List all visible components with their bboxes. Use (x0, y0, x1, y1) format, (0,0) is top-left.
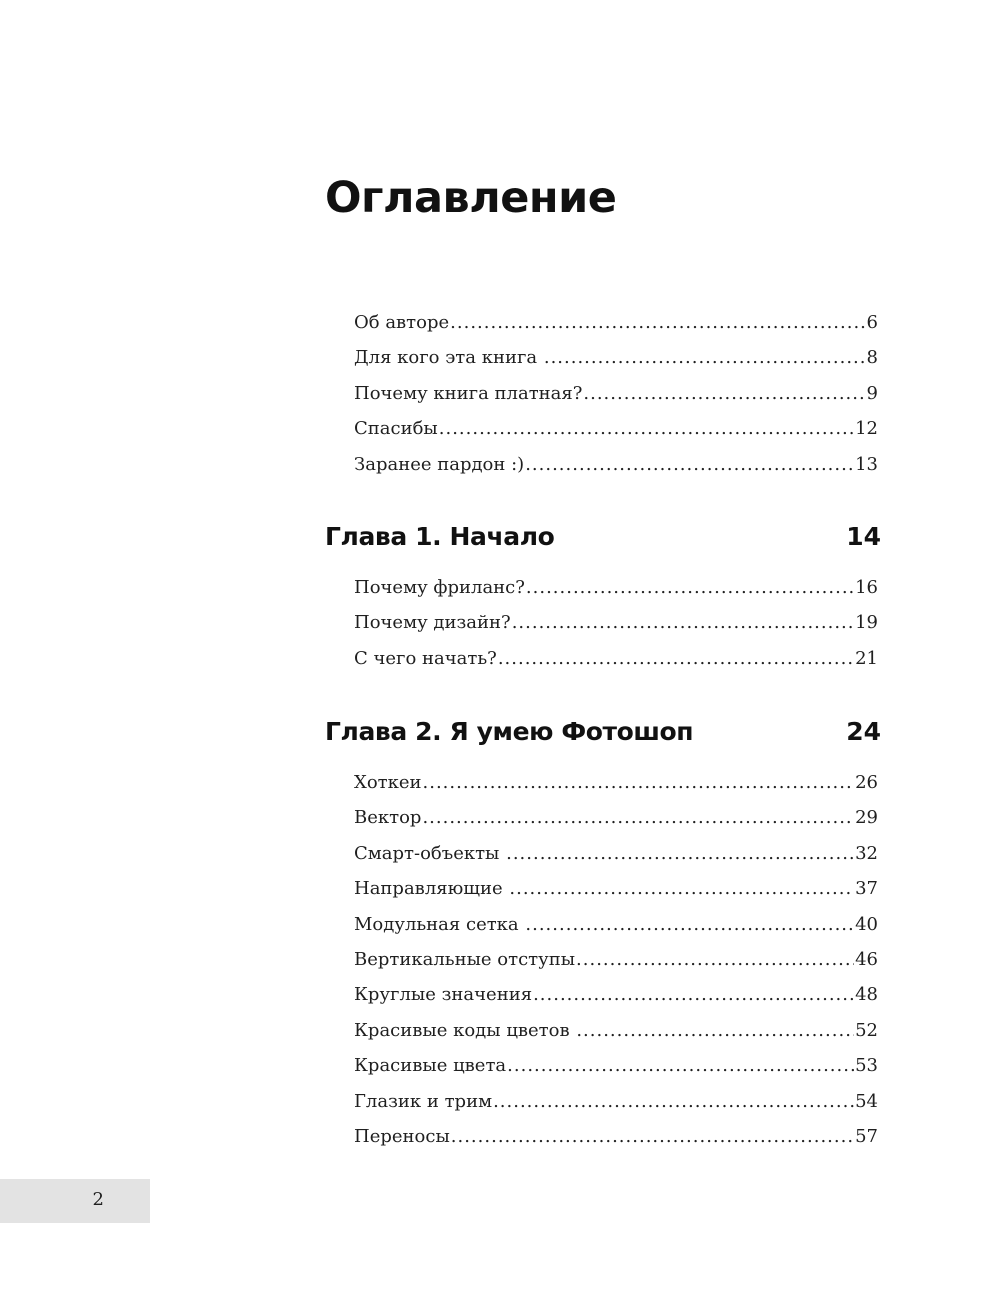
toc-leader-dots (576, 1020, 854, 1042)
toc-entry[interactable] (354, 312, 878, 347)
toc-leader-dots (512, 612, 854, 634)
toc-entry-page: 8 (866, 347, 878, 369)
toc-entry-label: Почему фриланс? (354, 577, 525, 598)
toc-entry-page: 12 (855, 418, 878, 440)
toc-entry[interactable] (354, 807, 878, 842)
toc-leader-dots (423, 772, 855, 794)
toc-leader-dots (507, 1055, 854, 1077)
toc-entry-label: Смарт-объекты (354, 842, 506, 864)
toc-entry-label: Почему книга платная? (354, 382, 583, 404)
chapter-heading-2[interactable] (325, 716, 881, 748)
toc-entry[interactable] (354, 454, 878, 489)
toc-chapter-2-list (354, 772, 878, 1161)
toc-entry[interactable] (354, 984, 878, 1019)
toc-entry-page: 6 (866, 312, 878, 333)
chapter-heading-1[interactable] (325, 521, 881, 553)
toc-leader-dots (525, 454, 854, 476)
toc-entry[interactable] (354, 949, 878, 984)
toc-entry-label: Круглые значения (354, 984, 533, 1006)
toc-entry-page: 57 (855, 1125, 878, 1147)
toc-entry-page: 53 (855, 1055, 878, 1077)
toc-entry[interactable] (354, 843, 878, 878)
toc-leader-dots (526, 577, 854, 599)
toc-entry-label: Вектор (354, 807, 422, 829)
chapter-title: Глава 1. Начало (325, 522, 555, 551)
toc-leader-dots (533, 984, 854, 1006)
toc-entry-label: Направляющие (354, 878, 509, 900)
toc-entry-label: Модульная сетка (354, 913, 525, 935)
toc-entry[interactable] (354, 347, 878, 382)
toc-entry-page: 29 (855, 807, 878, 829)
toc-entry-page: 52 (855, 1019, 878, 1041)
toc-entry-page: 40 (855, 913, 878, 935)
toc-entry[interactable] (354, 612, 878, 647)
toc-entry-label: Об авторе (354, 312, 450, 333)
toc-leader-dots (493, 1091, 854, 1113)
toc-entry[interactable] (354, 577, 878, 612)
chapter-page: 14 (846, 522, 881, 551)
toc-leader-dots (450, 312, 865, 334)
toc-entry-label: С чего начать? (354, 647, 497, 669)
chapter-title: Глава 2. Я умею Фотошоп (325, 717, 694, 746)
toc-entry-page: 46 (855, 948, 878, 970)
toc-entry[interactable] (354, 383, 878, 418)
toc-intro-list (354, 312, 878, 489)
toc-entry-page: 48 (855, 984, 878, 1006)
toc-leader-dots (509, 878, 854, 900)
toc-entry-label: Хоткеи (354, 772, 422, 793)
toc-entry-page: 9 (866, 382, 878, 404)
toc-entry-page: 16 (855, 577, 878, 598)
toc-entry-page: 26 (855, 772, 878, 793)
toc-leader-dots (525, 914, 854, 936)
toc-entry[interactable] (354, 878, 878, 913)
toc-entry-label: Красивые цвета (354, 1055, 507, 1077)
toc-entry-page: 13 (855, 453, 878, 475)
toc-entry-label: Спасибы (354, 418, 438, 440)
toc-entry[interactable] (354, 418, 878, 453)
page-number: 2 (92, 1189, 104, 1210)
toc-entry[interactable] (354, 1055, 878, 1090)
toc-entry-label: Почему дизайн? (354, 612, 511, 634)
toc-entry-label: Заранее пардон :) (354, 453, 525, 475)
toc-entry[interactable] (354, 1020, 878, 1055)
toc-entry-label: Глазик и трим (354, 1090, 493, 1112)
toc-chapter-1-list (354, 577, 878, 683)
toc-leader-dots (422, 807, 854, 829)
toc-leader-dots (583, 383, 865, 405)
toc-leader-dots (506, 843, 854, 865)
page-number-tab (0, 1179, 150, 1223)
toc-leader-dots (451, 1126, 854, 1148)
page-title: Оглавление (325, 173, 617, 223)
toc-leader-dots (498, 648, 854, 670)
toc-entry-page: 37 (855, 878, 878, 900)
toc-entry-page: 54 (855, 1090, 878, 1112)
toc-entry[interactable] (354, 1126, 878, 1161)
toc-entry-label: Для кого эта книга (354, 347, 543, 369)
toc-entry-page: 19 (855, 612, 878, 634)
toc-entry-label: Переносы (354, 1125, 450, 1147)
toc-entry[interactable] (354, 648, 878, 683)
toc-leader-dots (544, 347, 866, 369)
toc-entry-page: 32 (855, 842, 878, 864)
toc-entry-label: Красивые коды цветов (354, 1019, 576, 1041)
toc-leader-dots (439, 418, 854, 440)
toc-entry[interactable] (354, 772, 878, 807)
toc-leader-dots (576, 949, 854, 971)
toc-entry[interactable] (354, 914, 878, 949)
chapter-page: 24 (846, 717, 881, 746)
toc-entry-label: Вертикальные отступы (354, 948, 576, 970)
toc-entry-page: 21 (855, 647, 878, 669)
toc-entry[interactable] (354, 1091, 878, 1126)
